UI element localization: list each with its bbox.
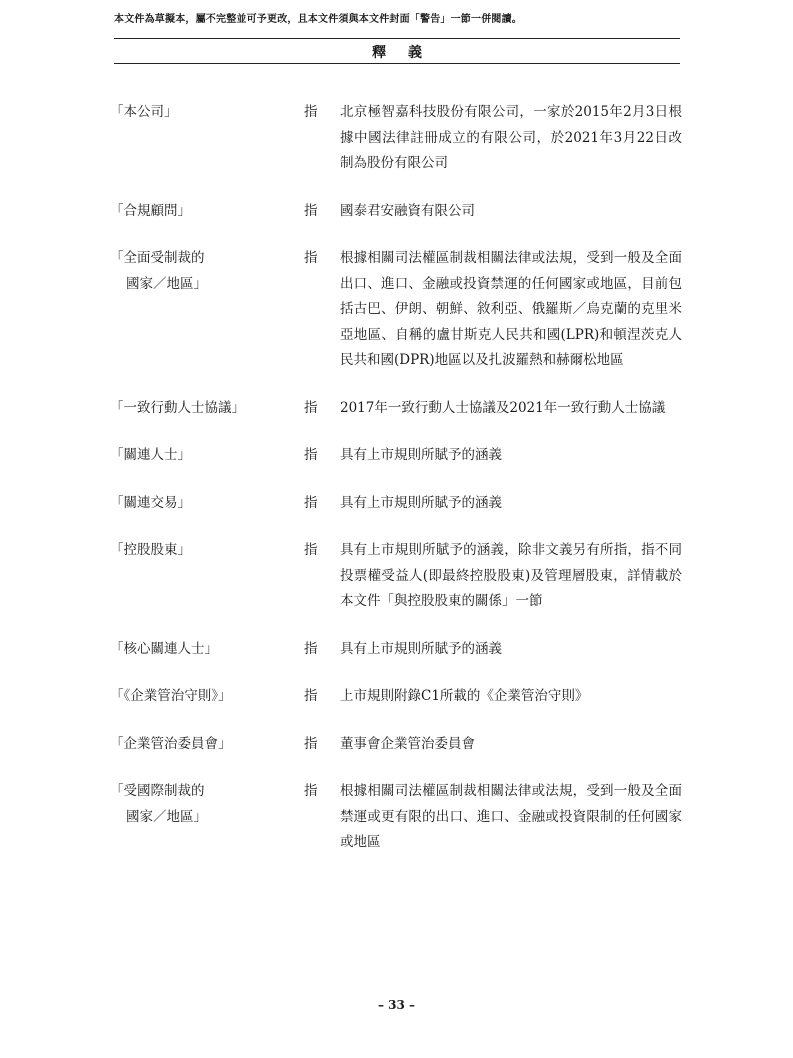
definition-row [110, 779, 690, 856]
refers-to-label: 指 [304, 494, 318, 511]
definition-text: 上市規則附錄C1所載的《企業管治守則》 [340, 688, 589, 704]
definition-row [110, 100, 690, 177]
refers-to-label: 指 [304, 640, 318, 657]
definition-text: 具有上市規則所賦予的涵義 [340, 494, 502, 511]
section-title: 釋義 [372, 45, 444, 61]
definition-term: 「控股股東」 [110, 542, 191, 558]
refers-to-label: 指 [304, 688, 318, 704]
definition-term: 「本公司」 [110, 104, 178, 120]
definition-text: 董事會企業管治委員會 [340, 735, 475, 752]
definition-text: 2017年一致行動人士協議及2021年一致行動人士協議 [340, 399, 666, 416]
header-bottom-rule [114, 63, 680, 64]
refers-to-label: 指 [304, 250, 318, 266]
definition-term: 「《企業管治守則》」 [110, 688, 232, 704]
definition-text: 根據相關司法權區制裁相關法律或法規，受到一般及全面禁運或更有限的出口、進口、金融或投資限制的任何國家或地區 [340, 783, 682, 850]
refers-to-label: 指 [304, 447, 318, 463]
definition-row [110, 491, 690, 517]
definition-term: 「核心關連人士」 [110, 640, 218, 657]
definition-term: 「關連交易」 [110, 494, 191, 511]
definition-row [110, 684, 690, 710]
definition-term: 「合規顧問」 [110, 202, 191, 219]
definition-row [110, 246, 690, 374]
refers-to-label: 指 [304, 104, 318, 120]
definition-row [110, 443, 690, 469]
definition-text: 具有上市規則所賦予的涵義 [340, 640, 502, 657]
refers-to-label: 指 [304, 783, 318, 799]
definition-row [110, 732, 690, 758]
definition-row [110, 396, 690, 422]
header-top-rule [114, 38, 680, 39]
definition-text: 國泰君安融資有限公司 [340, 202, 475, 219]
page-number: – 33 – [377, 998, 416, 1012]
draft-notice: 本文件為草擬本，屬不完整並可予更改，且本文件須與本文件封面「警告」一節一併閱讀。 [114, 14, 522, 25]
definition-row [110, 637, 690, 663]
definition-text: 具有上市規則所賦予的涵義 [340, 447, 502, 463]
definition-term: 「關連人士」 [110, 447, 191, 463]
definition-term: 「一致行動人士協議」 [110, 399, 245, 416]
definitions-list [110, 100, 690, 878]
definition-text: 北京極智嘉科技股份有限公司，一家於2015年2月3日根據中國法律註冊成立的有限公司，於2021年3月22日改制為股份有限公司 [340, 104, 682, 171]
refers-to-label: 指 [304, 735, 318, 752]
definition-term: 「企業管治委員會」 [110, 735, 232, 752]
definition-row [110, 538, 690, 615]
definition-text: 根據相關司法權區制裁相關法律或法規，受到一般及全面出口、進口、金融或投資禁運的任何國家或地區，目前包括古巴、伊朗、朝鮮、敘利亞、俄羅斯／烏克蘭的克里米亞地區、自稱的盧甘斯克人民共和國(LPR)和頓涅茨克人民共和國(DPR)地區以及扎波羅熱和赫爾松地區 [340, 250, 682, 368]
refers-to-label: 指 [304, 399, 318, 416]
definition-term: 「全面受制裁的 國家／地區」 [110, 250, 207, 292]
definition-row [110, 199, 690, 225]
refers-to-label: 指 [304, 542, 318, 558]
definition-text: 具有上市規則所賦予的涵義，除非文義另有所指，指不同投票權受益人(即最終控股股東)及管理層股東，詳情載於本文件「與控股股東的關係」一節 [340, 542, 682, 609]
refers-to-label: 指 [304, 202, 318, 219]
definition-term: 「受國際制裁的 國家／地區」 [110, 783, 207, 825]
